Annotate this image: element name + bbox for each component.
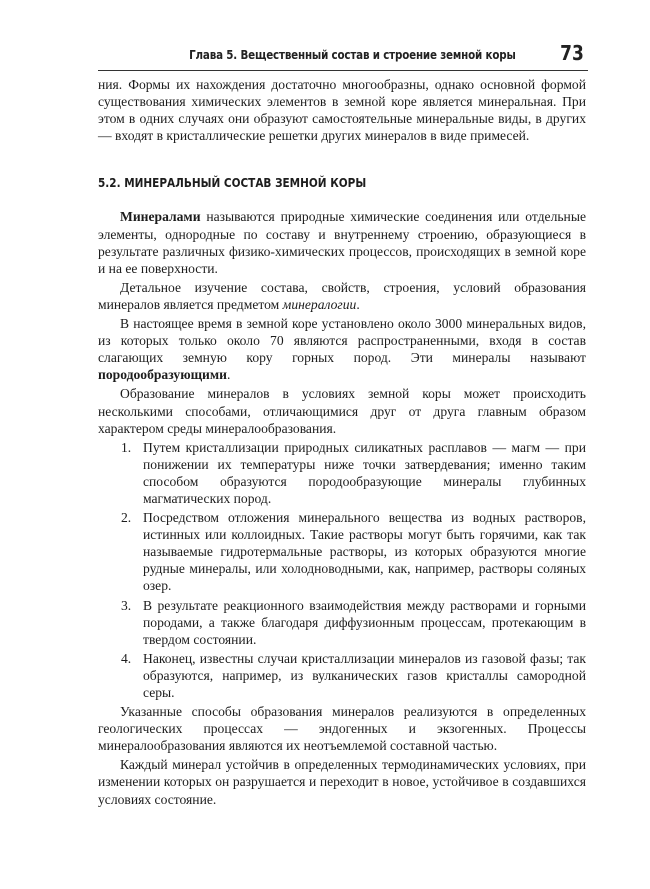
term-rock-forming: породообразующими (98, 367, 227, 383)
header-rule (98, 70, 588, 71)
list-item-number: 4. (121, 650, 132, 666)
mineralogy-text: Детальное изучение состава, свойств, строения, условий образования минералов является предметом (98, 279, 586, 312)
mineralogy-end: . (356, 296, 360, 312)
processes-paragraph: Указанные способы образования минералов реализуются в определенных геологических процессах — эндогенных и экзогенных. Процессы минералообразования являются их неотъемлемой составной частью. (98, 704, 586, 754)
list-item-text: Посредством отложения минерального вещества из водных растворов, истинных или коллоидных. Такие растворы могут быть горячими, как так называемые гидротермальные растворы, из которых образуются многие рудные минералы, или холодноводными, как, например, растворы соляных озер. (143, 510, 586, 594)
list-item-number: 2. (121, 510, 132, 526)
page-number: 73 (560, 41, 584, 65)
list-item-number: 3. (121, 597, 132, 613)
mineral-count-paragraph (98, 315, 586, 383)
list-item-text: В результате реакционного взаимодействия между растворами и горными породами, а также благодаря диффузионным процессам, протекающим в твердом состоянии. (143, 597, 586, 647)
list-item (121, 509, 586, 594)
chapter-title: Глава 5. Вещественный состав и строение земной коры (189, 48, 516, 62)
definition-text: называются природные химические соединения или отдельные элементы, однородные по составу и внутреннему строению, образующиеся в результате различных физико-химических процессов, происходящих в земной коре и на ее поверхности. (98, 209, 586, 276)
list-item (121, 597, 586, 648)
term-mineralogy: минералогии (282, 296, 357, 312)
definition-paragraph (98, 208, 586, 276)
list-item (121, 650, 586, 701)
section-heading: 5.2. МИНЕРАЛЬНЫЙ СОСТАВ ЗЕМНОЙ КОРЫ (98, 176, 367, 191)
mineral-count-text: В настоящее время в земной коре установлено около 3000 минеральных видов, из которых только около 70 являются распространенными, входя в состав слагающих земную кору горных пород. Эти минералы называют (98, 316, 586, 366)
formation-methods-list (98, 439, 586, 701)
list-item-number: 1. (121, 439, 132, 455)
stability-paragraph: Каждый минерал устойчив в определенных термодинамических условиях, при изменении которых он разрушается и переходит в новое, устойчивое в создавшихся условиях состояние. (98, 757, 586, 807)
list-item-text: Путем кристаллизации природных силикатных расплавов — магм — при понижении их температуры ниже точки затвердевания; именно таким способом образуются породообразующие минералы глубинных магматических пород. (143, 439, 586, 506)
list-item-text: Наконец, известны случаи кристаллизации минералов из газовой фазы; так образуются, например, из вулканических газов кристаллы самородной серы. (143, 650, 586, 700)
body-text (98, 76, 586, 808)
running-head (98, 40, 588, 70)
term-minerals: Минералами (120, 209, 201, 225)
mineralogy-paragraph (98, 279, 586, 313)
formation-paragraph: Образование минералов в условиях земной коры может происходить несколькими способами, отличающимися друг от друга главным образом характером среды минералообразования. (98, 386, 586, 436)
list-item (121, 439, 586, 507)
mineral-count-end: . (226, 367, 231, 383)
intro-paragraph: ния. Формы их нахождения достаточно многообразны, однако основной формой существования химических элементов в земной коре является минеральная. При этом в одних случаях они образуют самостоятельные минеральные виды, в других — входят в кристаллические решетки других минералов в виде примесей. (98, 77, 586, 144)
